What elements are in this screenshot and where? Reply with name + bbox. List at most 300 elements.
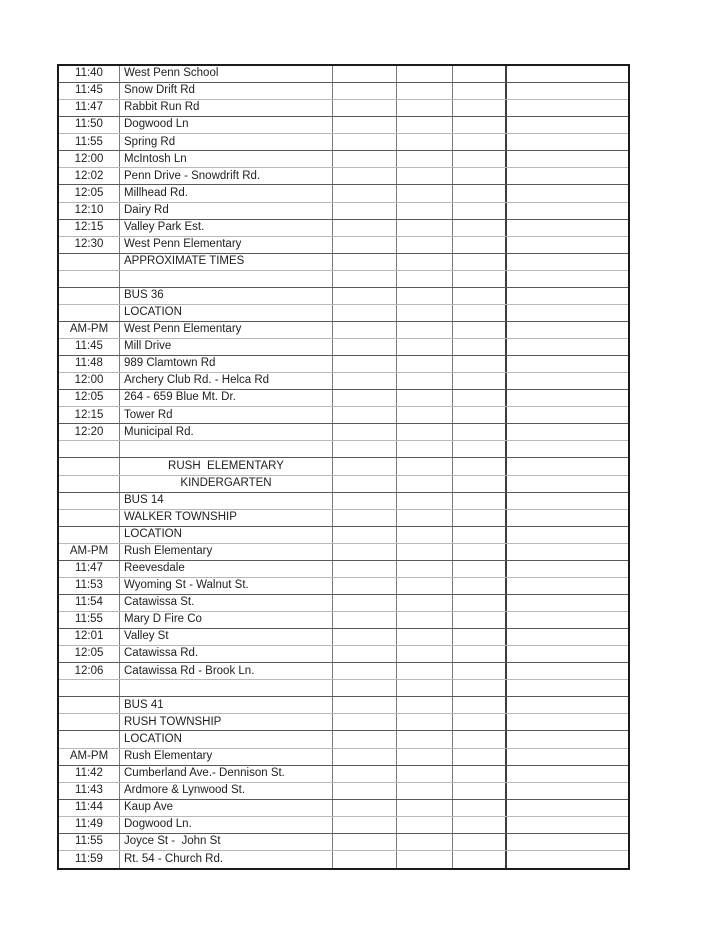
empty-cell bbox=[397, 561, 453, 577]
empty-cell bbox=[397, 783, 453, 799]
time-cell: 11:45 bbox=[59, 339, 120, 355]
empty-cell bbox=[507, 663, 628, 679]
time-cell: 11:43 bbox=[59, 783, 120, 799]
location-cell: Catawissa Rd. bbox=[120, 646, 333, 662]
table-row bbox=[59, 561, 628, 578]
table-row bbox=[59, 237, 628, 254]
empty-cell bbox=[397, 83, 453, 99]
empty-cell bbox=[333, 271, 397, 287]
time-cell bbox=[59, 680, 120, 696]
empty-cell bbox=[453, 595, 507, 611]
empty-cell bbox=[507, 714, 628, 730]
empty-cell bbox=[453, 441, 507, 457]
empty-cell bbox=[453, 663, 507, 679]
table-row bbox=[59, 356, 628, 373]
time-cell: 12:02 bbox=[59, 168, 120, 184]
empty-cell bbox=[333, 476, 397, 492]
time-cell: 12:15 bbox=[59, 407, 120, 423]
table-row bbox=[59, 817, 628, 834]
empty-cell bbox=[453, 714, 507, 730]
table-row bbox=[59, 629, 628, 646]
table-row bbox=[59, 510, 628, 527]
empty-cell bbox=[397, 271, 453, 287]
table-row bbox=[59, 714, 628, 731]
empty-cell bbox=[397, 834, 453, 850]
table-row bbox=[59, 373, 628, 390]
table-row bbox=[59, 83, 628, 100]
empty-cell bbox=[397, 373, 453, 389]
empty-cell bbox=[507, 237, 628, 253]
empty-cell bbox=[397, 646, 453, 662]
empty-cell bbox=[333, 407, 397, 423]
empty-cell bbox=[397, 510, 453, 526]
empty-cell bbox=[453, 458, 507, 474]
table-row bbox=[59, 783, 628, 800]
empty-cell bbox=[453, 288, 507, 304]
empty-cell bbox=[397, 254, 453, 270]
empty-cell bbox=[507, 390, 628, 406]
empty-cell bbox=[333, 697, 397, 713]
table-row bbox=[59, 458, 628, 475]
empty-cell bbox=[453, 339, 507, 355]
location-cell: Tower Rd bbox=[120, 407, 333, 423]
time-cell: 11:40 bbox=[59, 66, 120, 82]
location-cell: Archery Club Rd. - Helca Rd bbox=[120, 373, 333, 389]
empty-cell bbox=[507, 578, 628, 594]
empty-cell bbox=[333, 731, 397, 747]
empty-cell bbox=[333, 254, 397, 270]
empty-cell bbox=[453, 407, 507, 423]
table-row bbox=[59, 851, 628, 868]
empty-cell bbox=[397, 390, 453, 406]
empty-cell bbox=[453, 817, 507, 833]
empty-cell bbox=[453, 134, 507, 150]
empty-cell bbox=[397, 817, 453, 833]
location-cell: APPROXIMATE TIMES bbox=[120, 254, 333, 270]
location-cell: BUS 14 bbox=[120, 493, 333, 509]
location-cell: RUSH TOWNSHIP bbox=[120, 714, 333, 730]
location-cell: BUS 41 bbox=[120, 697, 333, 713]
empty-cell bbox=[397, 356, 453, 372]
empty-cell bbox=[333, 663, 397, 679]
table-row bbox=[59, 203, 628, 220]
empty-cell bbox=[453, 100, 507, 116]
empty-cell bbox=[333, 117, 397, 133]
empty-cell bbox=[507, 510, 628, 526]
location-cell: Rabbit Run Rd bbox=[120, 100, 333, 116]
time-cell bbox=[59, 305, 120, 321]
time-cell bbox=[59, 288, 120, 304]
time-cell: 11:55 bbox=[59, 612, 120, 628]
location-cell: Catawissa St. bbox=[120, 595, 333, 611]
time-cell: 11:55 bbox=[59, 834, 120, 850]
time-cell: 12:05 bbox=[59, 646, 120, 662]
empty-cell bbox=[333, 220, 397, 236]
empty-cell bbox=[333, 168, 397, 184]
empty-cell bbox=[397, 612, 453, 628]
empty-cell bbox=[397, 322, 453, 338]
location-cell: 264 - 659 Blue Mt. Dr. bbox=[120, 390, 333, 406]
empty-cell bbox=[333, 493, 397, 509]
empty-cell bbox=[507, 83, 628, 99]
table-row bbox=[59, 612, 628, 629]
table-row bbox=[59, 544, 628, 561]
time-cell: 12:05 bbox=[59, 390, 120, 406]
empty-cell bbox=[333, 100, 397, 116]
table-row bbox=[59, 663, 628, 680]
location-cell: BUS 36 bbox=[120, 288, 333, 304]
location-cell: Joyce St - John St bbox=[120, 834, 333, 850]
empty-cell bbox=[333, 305, 397, 321]
empty-cell bbox=[453, 629, 507, 645]
empty-cell bbox=[507, 817, 628, 833]
location-cell bbox=[120, 271, 333, 287]
empty-cell bbox=[507, 185, 628, 201]
location-cell: Mill Drive bbox=[120, 339, 333, 355]
location-cell: Catawissa Rd - Brook Ln. bbox=[120, 663, 333, 679]
table-row bbox=[59, 254, 628, 271]
empty-cell bbox=[333, 578, 397, 594]
location-cell: Dairy Rd bbox=[120, 203, 333, 219]
empty-cell bbox=[397, 851, 453, 868]
location-cell: KINDERGARTEN bbox=[120, 476, 333, 492]
empty-cell bbox=[507, 612, 628, 628]
empty-cell bbox=[507, 134, 628, 150]
empty-cell bbox=[397, 595, 453, 611]
location-cell: 989 Clamtown Rd bbox=[120, 356, 333, 372]
table-row bbox=[59, 185, 628, 202]
empty-cell bbox=[507, 373, 628, 389]
empty-cell bbox=[333, 714, 397, 730]
empty-cell bbox=[507, 203, 628, 219]
empty-cell bbox=[453, 168, 507, 184]
location-cell: Penn Drive - Snowdrift Rd. bbox=[120, 168, 333, 184]
empty-cell bbox=[507, 356, 628, 372]
empty-cell bbox=[333, 783, 397, 799]
empty-cell bbox=[507, 305, 628, 321]
empty-cell bbox=[397, 203, 453, 219]
empty-cell bbox=[453, 697, 507, 713]
time-cell: 12:20 bbox=[59, 424, 120, 440]
empty-cell bbox=[507, 783, 628, 799]
location-cell: Rt. 54 - Church Rd. bbox=[120, 851, 333, 868]
empty-cell bbox=[453, 749, 507, 765]
location-cell: West Penn Elementary bbox=[120, 237, 333, 253]
empty-cell bbox=[397, 578, 453, 594]
time-cell: 11:50 bbox=[59, 117, 120, 133]
empty-cell bbox=[333, 66, 397, 82]
empty-cell bbox=[397, 680, 453, 696]
location-cell: LOCATION bbox=[120, 527, 333, 543]
empty-cell bbox=[507, 168, 628, 184]
time-cell: 11:47 bbox=[59, 561, 120, 577]
empty-cell bbox=[507, 66, 628, 82]
empty-cell bbox=[397, 117, 453, 133]
time-cell: AM-PM bbox=[59, 544, 120, 560]
time-cell: 11:55 bbox=[59, 134, 120, 150]
empty-cell bbox=[507, 800, 628, 816]
empty-cell bbox=[453, 766, 507, 782]
location-cell: Mary D Fire Co bbox=[120, 612, 333, 628]
empty-cell bbox=[397, 697, 453, 713]
time-cell: 12:05 bbox=[59, 185, 120, 201]
empty-cell bbox=[333, 629, 397, 645]
empty-cell bbox=[397, 663, 453, 679]
empty-cell bbox=[397, 476, 453, 492]
empty-cell bbox=[397, 766, 453, 782]
empty-cell bbox=[333, 834, 397, 850]
table-row bbox=[59, 151, 628, 168]
empty-cell bbox=[507, 697, 628, 713]
empty-cell bbox=[397, 544, 453, 560]
empty-cell bbox=[453, 851, 507, 868]
table-row bbox=[59, 288, 628, 305]
empty-cell bbox=[453, 800, 507, 816]
empty-cell bbox=[453, 493, 507, 509]
time-cell bbox=[59, 527, 120, 543]
empty-cell bbox=[507, 766, 628, 782]
empty-cell bbox=[333, 356, 397, 372]
table-row bbox=[59, 134, 628, 151]
empty-cell bbox=[397, 288, 453, 304]
empty-cell bbox=[453, 578, 507, 594]
location-cell: McIntosh Ln bbox=[120, 151, 333, 167]
empty-cell bbox=[453, 185, 507, 201]
time-cell bbox=[59, 476, 120, 492]
time-cell bbox=[59, 441, 120, 457]
bus-schedule-table bbox=[57, 64, 630, 870]
table-row bbox=[59, 168, 628, 185]
location-cell: Kaup Ave bbox=[120, 800, 333, 816]
time-cell: 12:30 bbox=[59, 237, 120, 253]
empty-cell bbox=[453, 783, 507, 799]
table-row bbox=[59, 407, 628, 424]
empty-cell bbox=[507, 151, 628, 167]
empty-cell bbox=[397, 493, 453, 509]
time-cell: 11:47 bbox=[59, 100, 120, 116]
empty-cell bbox=[507, 561, 628, 577]
time-cell bbox=[59, 714, 120, 730]
location-cell: LOCATION bbox=[120, 731, 333, 747]
empty-cell bbox=[397, 100, 453, 116]
empty-cell bbox=[333, 134, 397, 150]
time-cell: 12:06 bbox=[59, 663, 120, 679]
empty-cell bbox=[507, 271, 628, 287]
empty-cell bbox=[397, 714, 453, 730]
location-cell: Valley Park Est. bbox=[120, 220, 333, 236]
location-cell bbox=[120, 680, 333, 696]
time-cell: 11:45 bbox=[59, 83, 120, 99]
empty-cell bbox=[397, 800, 453, 816]
empty-cell bbox=[397, 134, 453, 150]
location-cell: Snow Drift Rd bbox=[120, 83, 333, 99]
empty-cell bbox=[507, 544, 628, 560]
empty-cell bbox=[507, 254, 628, 270]
time-cell bbox=[59, 254, 120, 270]
empty-cell bbox=[453, 220, 507, 236]
location-cell: Rush Elementary bbox=[120, 749, 333, 765]
empty-cell bbox=[333, 510, 397, 526]
location-cell: LOCATION bbox=[120, 305, 333, 321]
empty-cell bbox=[333, 817, 397, 833]
empty-cell bbox=[453, 476, 507, 492]
empty-cell bbox=[453, 834, 507, 850]
location-cell: Ardmore & Lynwood St. bbox=[120, 783, 333, 799]
empty-cell bbox=[507, 424, 628, 440]
empty-cell bbox=[453, 373, 507, 389]
empty-cell bbox=[333, 288, 397, 304]
time-cell: 11:59 bbox=[59, 851, 120, 868]
empty-cell bbox=[453, 322, 507, 338]
table-row bbox=[59, 339, 628, 356]
empty-cell bbox=[397, 220, 453, 236]
table-row bbox=[59, 731, 628, 748]
time-cell bbox=[59, 731, 120, 747]
location-cell bbox=[120, 441, 333, 457]
table-row bbox=[59, 441, 628, 458]
empty-cell bbox=[333, 800, 397, 816]
table-row bbox=[59, 595, 628, 612]
empty-cell bbox=[333, 83, 397, 99]
empty-cell bbox=[333, 561, 397, 577]
time-cell: 12:10 bbox=[59, 203, 120, 219]
table-row bbox=[59, 271, 628, 288]
empty-cell bbox=[453, 117, 507, 133]
time-cell bbox=[59, 510, 120, 526]
empty-cell bbox=[507, 407, 628, 423]
time-cell: AM-PM bbox=[59, 749, 120, 765]
time-cell: 11:48 bbox=[59, 356, 120, 372]
table-row bbox=[59, 305, 628, 322]
empty-cell bbox=[507, 595, 628, 611]
empty-cell bbox=[333, 458, 397, 474]
empty-cell bbox=[507, 493, 628, 509]
empty-cell bbox=[507, 288, 628, 304]
empty-cell bbox=[507, 646, 628, 662]
location-cell: RUSH ELEMENTARY bbox=[120, 458, 333, 474]
empty-cell bbox=[397, 168, 453, 184]
table-row bbox=[59, 680, 628, 697]
empty-cell bbox=[333, 646, 397, 662]
table-row bbox=[59, 66, 628, 83]
table-row bbox=[59, 117, 628, 134]
empty-cell bbox=[333, 424, 397, 440]
table-row bbox=[59, 834, 628, 851]
empty-cell bbox=[453, 424, 507, 440]
location-cell: Rush Elementary bbox=[120, 544, 333, 560]
empty-cell bbox=[397, 407, 453, 423]
empty-cell bbox=[333, 612, 397, 628]
empty-cell bbox=[507, 441, 628, 457]
empty-cell bbox=[397, 305, 453, 321]
empty-cell bbox=[453, 356, 507, 372]
empty-cell bbox=[397, 441, 453, 457]
table-row bbox=[59, 749, 628, 766]
time-cell bbox=[59, 458, 120, 474]
empty-cell bbox=[453, 390, 507, 406]
table-row bbox=[59, 476, 628, 493]
empty-cell bbox=[397, 66, 453, 82]
time-cell: 11:53 bbox=[59, 578, 120, 594]
empty-cell bbox=[453, 66, 507, 82]
empty-cell bbox=[333, 766, 397, 782]
location-cell: WALKER TOWNSHIP bbox=[120, 510, 333, 526]
location-cell: Millhead Rd. bbox=[120, 185, 333, 201]
empty-cell bbox=[397, 339, 453, 355]
empty-cell bbox=[397, 749, 453, 765]
location-cell: Wyoming St - Walnut St. bbox=[120, 578, 333, 594]
empty-cell bbox=[333, 527, 397, 543]
empty-cell bbox=[507, 220, 628, 236]
table-row bbox=[59, 800, 628, 817]
empty-cell bbox=[453, 731, 507, 747]
empty-cell bbox=[507, 527, 628, 543]
table-row bbox=[59, 646, 628, 663]
empty-cell bbox=[333, 749, 397, 765]
table-row bbox=[59, 578, 628, 595]
empty-cell bbox=[333, 322, 397, 338]
empty-cell bbox=[397, 629, 453, 645]
empty-cell bbox=[507, 322, 628, 338]
time-cell: 12:00 bbox=[59, 151, 120, 167]
empty-cell bbox=[333, 544, 397, 560]
empty-cell bbox=[453, 510, 507, 526]
empty-cell bbox=[453, 305, 507, 321]
time-cell bbox=[59, 493, 120, 509]
table-row bbox=[59, 390, 628, 407]
time-cell: 11:44 bbox=[59, 800, 120, 816]
empty-cell bbox=[453, 237, 507, 253]
empty-cell bbox=[333, 203, 397, 219]
time-cell: AM-PM bbox=[59, 322, 120, 338]
empty-cell bbox=[333, 595, 397, 611]
time-cell: 11:54 bbox=[59, 595, 120, 611]
table-row bbox=[59, 322, 628, 339]
empty-cell bbox=[453, 527, 507, 543]
empty-cell bbox=[507, 476, 628, 492]
time-cell: 11:42 bbox=[59, 766, 120, 782]
empty-cell bbox=[397, 731, 453, 747]
empty-cell bbox=[397, 237, 453, 253]
time-cell: 11:49 bbox=[59, 817, 120, 833]
empty-cell bbox=[507, 680, 628, 696]
time-cell: 12:01 bbox=[59, 629, 120, 645]
location-cell: Municipal Rd. bbox=[120, 424, 333, 440]
empty-cell bbox=[333, 339, 397, 355]
empty-cell bbox=[453, 203, 507, 219]
empty-cell bbox=[333, 390, 397, 406]
empty-cell bbox=[333, 237, 397, 253]
empty-cell bbox=[333, 851, 397, 868]
empty-cell bbox=[453, 612, 507, 628]
empty-cell bbox=[507, 749, 628, 765]
empty-cell bbox=[507, 629, 628, 645]
empty-cell bbox=[507, 731, 628, 747]
empty-cell bbox=[453, 83, 507, 99]
location-cell: Reevesdale bbox=[120, 561, 333, 577]
empty-cell bbox=[507, 851, 628, 868]
table-row bbox=[59, 766, 628, 783]
location-cell: West Penn Elementary bbox=[120, 322, 333, 338]
empty-cell bbox=[453, 680, 507, 696]
empty-cell bbox=[333, 151, 397, 167]
empty-cell bbox=[507, 339, 628, 355]
empty-cell bbox=[453, 646, 507, 662]
empty-cell bbox=[507, 100, 628, 116]
empty-cell bbox=[333, 441, 397, 457]
empty-cell bbox=[453, 271, 507, 287]
time-cell: 12:15 bbox=[59, 220, 120, 236]
